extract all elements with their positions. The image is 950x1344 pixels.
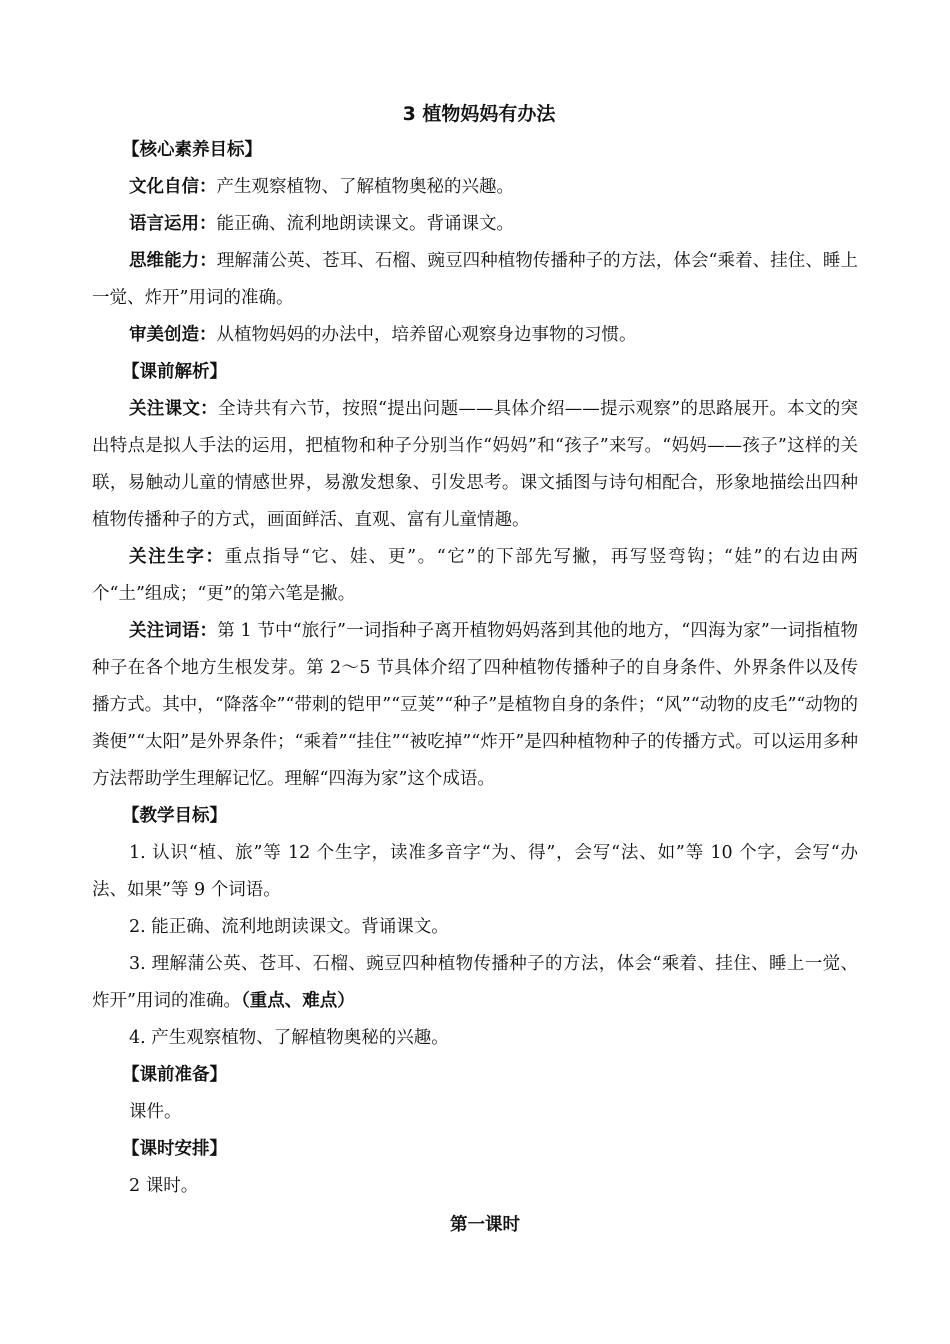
teaching-goal-item	[92, 946, 858, 1020]
core-goal-item	[92, 206, 858, 243]
analysis-label: 关注词语：	[129, 621, 218, 641]
core-goal-text: 理解蒲公英、苍耳、石榴、豌豆四种植物传播种子的方法，体会“乘着、挂住、睡上一觉、炸开”用词的准确。	[92, 251, 858, 308]
teaching-goal-item	[92, 835, 858, 909]
analysis-text: 第 1 节中“旅行”一词指种子离开植物妈妈落到其他的地方，“四海为家”一词指植物种子在各个地方生根发芽。第 2～5 节具体介绍了四种植物传播种子的自身条件、外界条件以及传播方式。其中，“降落伞”“带刺的铠甲”“豆荚”“种子”是植物自身的条件；“风”“动物的皮毛”“动物的粪便”“太阳”是外界条件；“乘着”“挂住”“被吃掉”“炸开”是四种植物种子的传播方式。可以运用多种方法帮助学生理解记忆。理解“四海为家”这个成语。	[92, 621, 859, 789]
core-goal-text: 产生观察植物、了解植物奥秘的兴趣。	[216, 177, 514, 197]
core-goal-label: 思维能力：	[129, 251, 217, 271]
teaching-goal-text: 2. 能正确、流利地朗读课文。背诵课文。	[129, 917, 449, 937]
schedule-text: 2 课时。	[129, 1176, 199, 1196]
document-page	[92, 98, 858, 1244]
analysis-item	[92, 391, 858, 539]
preparation-heading: 【课前准备】	[122, 1065, 227, 1085]
analysis-text: 全诗共有六节，按照“提出问题——具体介绍——提示观察”的思路展开。本文的突出特点是拟人手法的运用，把植物和种子分别当作“妈妈”和“孩子”来写。“妈妈——孩子”这样的关联，易触动儿童的情感世界，易激发想象、引发思考。课文插图与诗句相配合，形象地描绘出四种植物传播种子的方式，画面鲜活、直观、富有儿童情趣。	[92, 399, 858, 530]
core-goal-label: 审美创造：	[129, 325, 217, 345]
teaching-goal-item	[92, 1020, 858, 1057]
core-goal-text: 能正确、流利地朗读课文。背诵课文。	[216, 214, 514, 234]
analysis-heading: 【课前解析】	[122, 362, 227, 382]
key-point-note: （重点、难点）	[240, 991, 355, 1011]
lesson-title: 3 植物妈妈有办法	[402, 103, 556, 125]
first-lesson-title: 第一课时	[450, 1215, 520, 1235]
teaching-goals-heading: 【教学目标】	[122, 806, 227, 826]
preparation-text: 课件。	[129, 1102, 182, 1122]
teaching-goal-text: 4. 产生观察植物、了解植物奥秘的兴趣。	[129, 1028, 449, 1048]
teaching-goal-text: 1. 认识“植、旅”等 12 个生字，读准多音字“为、得”，会写“法、如”等 10 个字，会写“办法、如果”等 9 个词语。	[92, 843, 858, 900]
analysis-item	[92, 539, 858, 613]
core-goal-text: 从植物妈妈的办法中，培养留心观察身边事物的习惯。	[216, 325, 637, 345]
core-goal-item	[92, 243, 858, 317]
core-goal-item	[92, 317, 858, 354]
teaching-goal-text: 3. 理解蒲公英、苍耳、石榴、豌豆四种植物传播种子的方法，体会“乘着、挂住、睡上一觉、炸开”用词的准确。	[92, 954, 858, 1011]
core-goal-label: 语言运用：	[129, 214, 217, 234]
analysis-text: 重点指导“它、娃、更”。“它”的下部先写撇，再写竖弯钩；“娃”的右边由两个“土”组成；“更”的第六笔是撇。	[92, 547, 858, 604]
analysis-label: 关注生字：	[129, 547, 225, 567]
schedule-heading: 【课时安排】	[122, 1139, 227, 1159]
core-goal-label: 文化自信：	[129, 177, 217, 197]
core-goals-heading: 【核心素养目标】	[122, 140, 262, 160]
analysis-item	[92, 613, 858, 798]
core-goal-item	[92, 169, 858, 206]
analysis-label: 关注课文：	[129, 399, 218, 419]
teaching-goal-item	[92, 909, 858, 946]
